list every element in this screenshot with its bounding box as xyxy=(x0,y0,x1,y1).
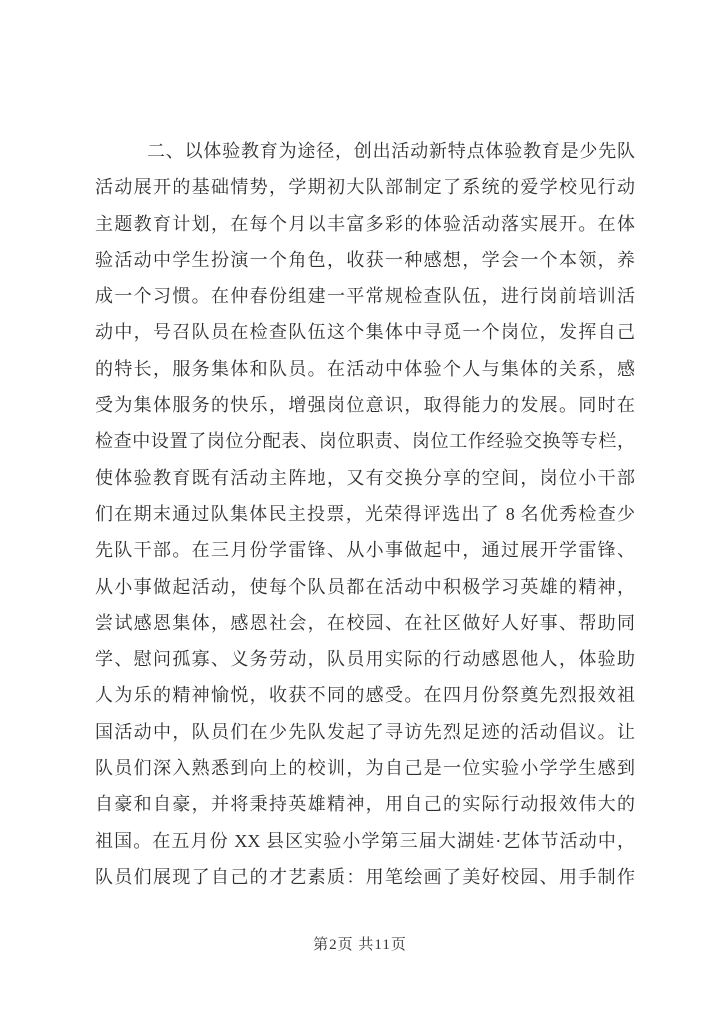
body-text xyxy=(95,133,635,895)
text-line-6: 动中，号召队员在检查队伍这个集体中寻觅一个岗位，发挥自己 xyxy=(95,322,635,343)
text-line-1: 二、以体验教育为途径，创出活动新特点体验教育是少先队 xyxy=(147,141,635,161)
text-line-9: 检查中设置了岗位分配表、岗位职责、岗位工作经验交换等专栏， xyxy=(95,431,635,452)
text-line-11: 们在期末通过队集体民主投票，光荣得评选出了 8 名优秀检查少 xyxy=(95,503,635,524)
text-line-10: 使体验教育既有活动主阵地，又有交换分享的空间，岗位小干部 xyxy=(95,467,635,488)
text-line-21: 队员们展现了自己的才艺素质：用笔绘画了美好校园、用手制作 xyxy=(95,866,635,887)
text-line-7: 的特长，服务集体和队员。在活动中体验个人与集体的关系，感 xyxy=(95,358,635,379)
text-line-19: 自豪和自豪，并将秉持英雄精神，用自己的实际行动报效伟大的 xyxy=(95,794,635,815)
text-line-4: 验活动中学生扮演一个角色，收获一种感想，学会一个本领，养 xyxy=(95,249,635,270)
text-line-13: 从小事做起活动，使每个队员都在活动中积极学习英雄的精神， xyxy=(95,576,635,597)
text-line-12: 先队干部。在三月份学雷锋、从小事做起中，通过展开学雷锋、 xyxy=(95,540,635,561)
text-line-16: 人为乐的精神愉悦，收获不同的感受。在四月份祭奠先烈报效祖 xyxy=(95,685,635,706)
page-footer: 第2页 共11页 xyxy=(313,937,407,953)
text-line-5: 成一个习惯。在仲春份组建一平常规检查队伍，进行岗前培训活 xyxy=(95,286,635,307)
text-line-18: 队员们深入熟悉到向上的校训，为自己是一位实验小学学生感到 xyxy=(95,758,635,779)
text-line-14: 尝试感恩集体，感恩社会，在校园、在社区做好人好事、帮助同 xyxy=(95,612,635,633)
text-line-3: 主题教育计划，在每个月以丰富多彩的体验活动落实展开。在体 xyxy=(95,213,635,234)
text-line-20: 祖国。在五月份 XX 县区实验小学第三届大湖娃·艺体节活动中， xyxy=(95,830,635,851)
text-line-17: 国活动中，队员们在少先队发起了寻访先烈足迹的活动倡议。让 xyxy=(95,721,635,742)
text-line-2: 活动展开的基础情势，学期初大队部制定了系统的爱学校见行动 xyxy=(95,177,635,198)
text-line-8: 受为集体服务的快乐，增强岗位意识，取得能力的发展。同时在 xyxy=(95,395,635,416)
text-line-15: 学、慰问孤寡、义务劳动，队员用实际的行动感恩他人，体验助 xyxy=(95,649,635,670)
